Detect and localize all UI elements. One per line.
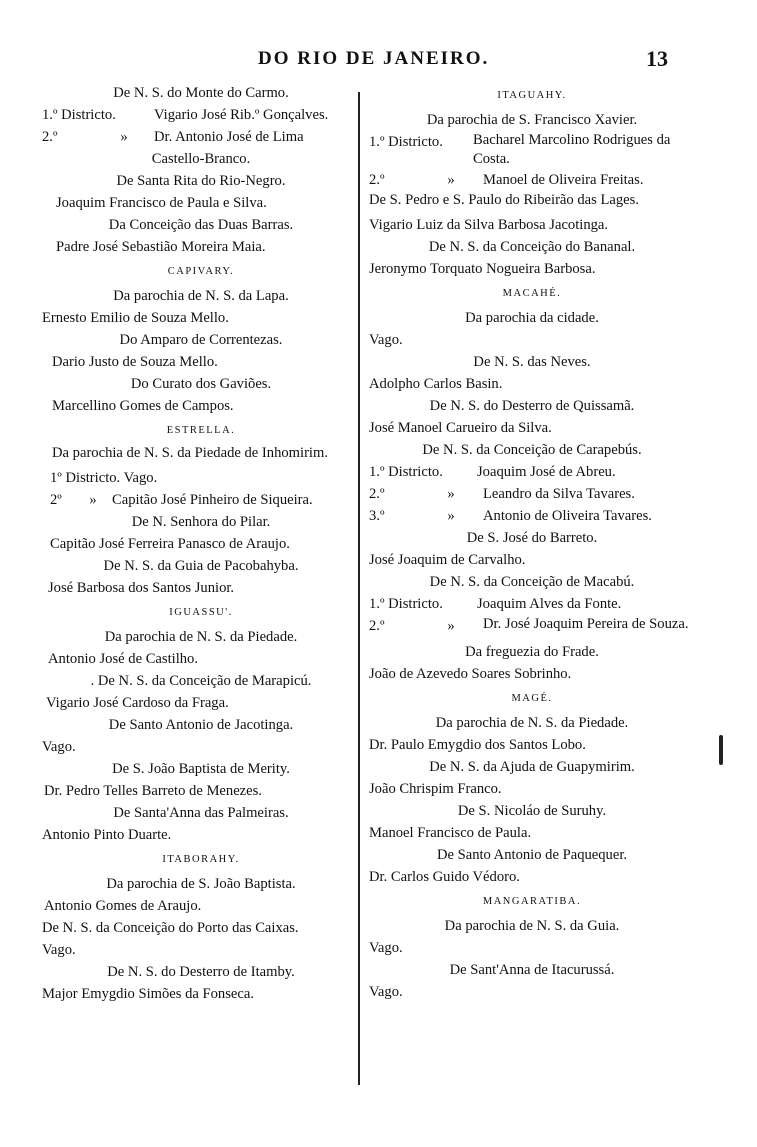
parish-heading: De Santa Rita do Rio-Negro. (116, 173, 286, 189)
person-name: Vigario José Cardoso da Fraga. (46, 695, 229, 711)
section-title: ITAGUAHY. (497, 90, 567, 101)
person-name: José Joaquim de Carvalho. (369, 552, 526, 568)
name-continuation: Castello-Branco. (151, 151, 251, 167)
district-row: 1.º Districto. Vigario José Rib.º Gonçalves. (42, 107, 329, 123)
parish-heading: De N. S. do Desterro de Quissamã. (429, 398, 635, 414)
parish-heading: De N. S. das Neves. (473, 354, 591, 370)
parish-heading: De N. S. do Desterro de Itamby. (107, 964, 295, 980)
person-name: Marcellino Gomes de Campos. (52, 398, 234, 414)
person-name: Jeronymo Torquato Nogueira Barbosa. (369, 261, 596, 277)
district-row: 2.º » Dr. Antonio José de Lima (42, 129, 304, 145)
parish-heading: De S. José do Barreto. (466, 530, 598, 546)
person-name: Antonio Gomes de Araujo. (44, 898, 202, 914)
parish-heading: De N. S. da Conceição do Bananal. (428, 239, 636, 255)
person-name: Dr. Pedro Telles Barreto de Menezes. (44, 783, 262, 799)
district-row: 2.º » Manoel de Oliveira Freitas. (369, 172, 644, 188)
margin-mark (719, 735, 723, 765)
person-name: Vago. (369, 984, 403, 1000)
person-name: Dr. Paulo Emygdio dos Santos Lobo. (369, 737, 586, 753)
parish-heading: De S. Pedro e S. Paulo do Ribeirão das Lages. (369, 192, 639, 208)
section-title: IGUASSU'. (169, 607, 233, 618)
parish-heading: Da parochia de S. João Baptista. (106, 876, 296, 892)
parish-heading: De S. João Baptista de Merity. (112, 761, 290, 777)
person-name: Antonio Pinto Duarte. (42, 827, 172, 843)
parish-heading: De Santo Antonio de Jacotinga. (108, 717, 294, 733)
left-column (42, 82, 360, 1005)
running-title: DO RIO DE JANEIRO. (258, 48, 490, 69)
parish-heading: Da parochia de N. S. da Piedade. (104, 629, 298, 645)
parish-heading: De Santo Antonio de Paquequer. (436, 847, 628, 863)
person-name: Vigario Luiz da Silva Barbosa Jacotinga. (369, 217, 609, 233)
district-row: 2.º » Leandro da Silva Tavares. (369, 486, 635, 502)
parish-heading: Do Amparo de Correntezas. (119, 332, 283, 348)
person-name: Vago. (369, 332, 403, 348)
person-name: Adolpho Carlos Basin. (369, 376, 503, 392)
parish-heading: . De N. S. da Conceição de Marapicú. (90, 673, 312, 689)
section-title: ESTRELLA. (166, 425, 236, 436)
parish-heading: De N. S. do Monte do Carmo. (113, 85, 289, 101)
section-title: MAGÉ. (511, 693, 553, 704)
person-name: Ernesto Emilio de Souza Mello. (42, 310, 229, 326)
person-name: Dr. Carlos Guido Védoro. (369, 869, 520, 885)
district-row: 2º » Capitão José Pinheiro de Siqueira. (50, 492, 313, 508)
parish-heading: De S. Nicoláo de Suruhy. (457, 803, 607, 819)
parish-heading: De N. S. da Ajuda de Guapymirim. (429, 759, 635, 775)
section-title: MACAHÉ. (502, 288, 562, 299)
person-name: Vago. (369, 940, 403, 956)
person-name: Antonio José de Castilho. (48, 651, 198, 667)
parish-heading: De N. Senhora do Pilar. (131, 514, 271, 530)
person-name: João de Azevedo Soares Sobrinho. (369, 666, 572, 682)
person-name: Vago. (42, 739, 76, 755)
parish-heading: Da parochia de N. S. da Piedade de Inhomirim. (52, 445, 328, 461)
section-title: ITABORAHY. (162, 854, 240, 865)
parish-heading: De N. S. da Conceição de Carapebús. (422, 442, 642, 458)
person-name: Dario Justo de Souza Mello. (52, 354, 218, 370)
parish-heading: Da Conceição das Duas Barras. (108, 217, 294, 233)
parish-heading: De N. S. da Conceição de Macabú. (429, 574, 635, 590)
person-name: José Manoel Carueiro da Silva. (369, 420, 552, 436)
person-name: Joaquim Francisco de Paula e Silva. (56, 195, 267, 211)
page-header (0, 48, 757, 78)
parish-heading: Da parochia de N. S. da Guia. (444, 918, 620, 934)
parish-heading: Da parochia de N. S. da Lapa. (113, 288, 289, 304)
district-row: 1.º Districto. Bacharel Marcolino Rodrigues da Costa. (369, 132, 671, 167)
section-title: MANGARATIBA. (482, 896, 582, 907)
person-name: Capitão José Ferreira Panasco de Araujo. (50, 536, 290, 552)
section-title: CAPIVARY. (167, 266, 235, 277)
parish-heading: Da freguezia do Frade. (465, 644, 599, 660)
parish-heading: De Sant'Anna de Itacurussá. (449, 962, 615, 978)
person-name: João Chrispim Franco. (369, 781, 502, 797)
person-name: Manoel Francisco de Paula. (369, 825, 532, 841)
district-row: 1º Districto. Vago. (50, 470, 158, 486)
district-row: 1.º Districto. Joaquim Alves da Fonte. (369, 596, 622, 612)
district-row: 1.º Districto. Joaquim José de Abreu. (369, 464, 616, 480)
parish-heading: De Santa'Anna das Palmeiras. (113, 805, 289, 821)
parish-heading: Da parochia de S. Francisco Xavier. (426, 112, 638, 128)
parish-heading: Da parochia de N. S. da Piedade. (435, 715, 629, 731)
district-row: 2.º » Dr. José Joaquim Pereira de Souza. (369, 616, 689, 634)
parish-heading: De N. S. da Conceição do Porto das Caixas. (42, 920, 299, 936)
person-name: Vago. (42, 942, 76, 958)
person-name: José Barbosa dos Santos Junior. (48, 580, 235, 596)
parish-heading: De N. S. da Guia de Pacobahyba. (103, 558, 299, 574)
parish-heading: Da parochia da cidade. (465, 310, 599, 326)
district-row: 3.º » Antonio de Oliveira Tavares. (369, 508, 652, 524)
person-name: Padre José Sebastião Moreira Maia. (56, 239, 266, 255)
parish-heading: Do Curato dos Gaviões. (130, 376, 272, 392)
page-number: 13 (646, 46, 668, 71)
right-column (369, 82, 695, 1003)
person-name: Major Emygdio Simões da Fonseca. (42, 986, 254, 1002)
